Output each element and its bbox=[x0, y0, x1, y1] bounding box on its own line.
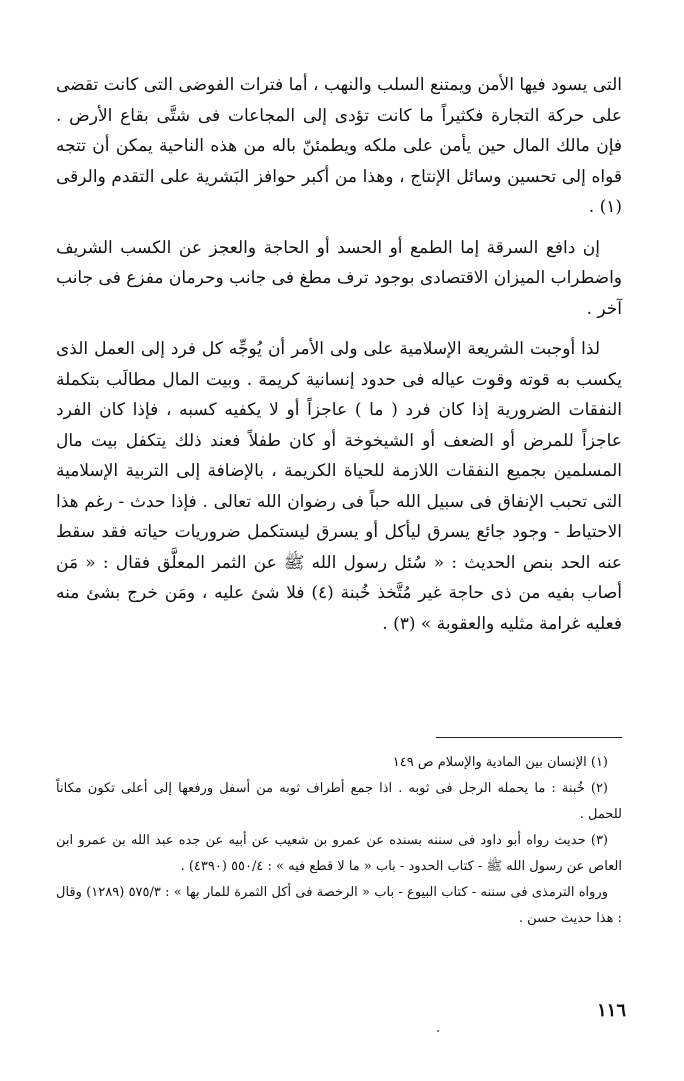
main-text bbox=[56, 70, 622, 649]
footnotes bbox=[56, 750, 622, 932]
footnote-3-continuation: ورواه الترمذى فى سننه - كتاب البيوع - باب « الرخصة فى أكل الثمرة للمار بها » : ٥٧٥/٣ (١٢٨٩) وقال : هذا حديث حسن . bbox=[56, 885, 622, 926]
footnote-3: (٣) حديث رواه أبو داود فى سننه بسنده عن عمرو بن شعيب عن أبيه عن جده عبد الله بن عمرو ابن العاص عن رسول الله ﷺ - كتاب الحدود - باب « ما لا قطع فيه » : ٥٥٠/٤ (٤٣٩٠) . bbox=[56, 833, 622, 874]
paragraph-1: التى يسود فيها الأمن ويمتنع السلب والنهب ، أما فترات الفوضى التى كانت تقضى على حركة التجارة فكثيراً ما كانت تؤدى إلى المجاعات فى شتَّى بقاع الأرض . فإن مالك المال حين يأمن على ملكه ويطمئنّ باله من هذه الناحية يمكن أن تتجه قواه إلى تحسين وسائل الإنتاج ، وهذا من أكبر حوافز البَشرية على التقدم والرقى (١) . bbox=[56, 75, 622, 217]
scan-speck bbox=[437, 1030, 439, 1032]
paragraph-2: إن دافع السرقة إما الطمع أو الحسد أو الحاجة والعجز عن الكسب الشريف واضطراب الميزان الاقتصادى بوجود ترف مطغ فى جانب وحرمان مفزع فى جانب آخر . bbox=[56, 237, 622, 319]
footnote-separator bbox=[436, 737, 622, 738]
footnote-2: (٢) خُبنة : ما يحمله الرجل فى ثوبه . اذا جمع أطراف ثوبه من أسفل ورفعها إلى أعلى تكون مكاناً للحمل . bbox=[56, 781, 622, 822]
footnote-1: (١) الإنسان بين المادية والإسلام ص ١٤٩ bbox=[392, 755, 608, 770]
page-number: ١١٦ bbox=[596, 1000, 626, 1021]
paragraph-3: لذا أوجبت الشريعة الإسلامية على ولى الأمر أن يُوجِّه كل فرد إلى العمل الذى يكسب به قوته وقوت عياله فى حدود إنسانية كريمة . وبيت المال مطالَب بتكملة النفقات الضرورية إذا كان فرد ( ما ) عاجزاً أو لا يكفيه كسبه ، فإذا كان الفرد عاجزاً للمرض أو الضعف أو الشيخوخة أو كان طفلاً فعند ذلك يتكفل بيت مال المسلمين بجميع النفقات اللازمة للحياة الكريمة ، بالإضافة إلى التربية الإسلامية التى تحبب الإنفاق فى سبيل الله حباً فى رضوان الله تعالى . فإذا حدث - رغم هذا الاحتياط - وجود جائع يسرق ليأكل أو يسرق ليستكمل ضروريات حياته فقد سقط عنه الحد بنص الحديث : « سُئل رسول الله ﷺ عن الثمر المعلَّق فقال : « مَن أصاب بفيه من ذى حاجة غير مُتَّخذ خُبنة (٤) فلا شئ عليه ، ومَن خرج بشئ منه فعليه غرامة مثليه والعقوبة » (٣) . bbox=[56, 339, 622, 634]
